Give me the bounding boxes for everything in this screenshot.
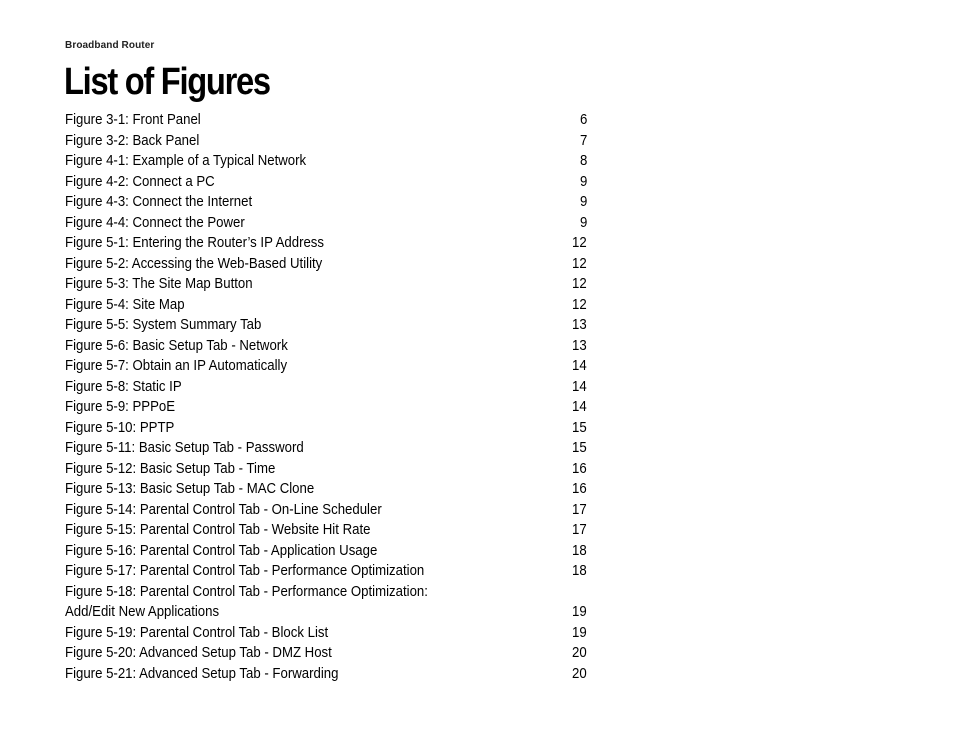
- figure-entry[interactable]: [65, 315, 587, 336]
- figure-entry-label: Figure 5-16: Parental Control Tab - Application Usage: [65, 541, 378, 559]
- figure-entry-page-number: 16: [572, 480, 587, 497]
- figure-entry-label: Figure 5-21: Advanced Setup Tab - Forwarding: [65, 664, 339, 682]
- figure-entry[interactable]: [65, 172, 587, 193]
- figure-entry-page-number: 12: [572, 295, 587, 313]
- figure-entry[interactable]: [65, 213, 587, 234]
- figure-entry-label: Figure 4-4: Connect the Power: [65, 213, 245, 231]
- figure-entry[interactable]: [65, 131, 587, 152]
- figure-entry[interactable]: [65, 520, 587, 541]
- figure-entry-label: Figure 5-12: Basic Setup Tab - Time: [65, 459, 276, 477]
- figure-entry-label: Figure 5-5: System Summary Tab: [65, 316, 262, 333]
- figure-entry-label: Figure 5-4: Site Map: [65, 295, 185, 313]
- figure-entry-page-number: 7: [579, 131, 587, 149]
- figure-entry-page-number: 14: [572, 398, 587, 415]
- figure-entry-page-number: 19: [572, 603, 587, 620]
- figure-entry-page-number: 12: [572, 275, 587, 292]
- figure-entry-label: Figure 5-15: Parental Control Tab - Website Hit Rate: [65, 521, 371, 538]
- figure-entry[interactable]: [65, 192, 587, 213]
- figure-entry-page-number: 9: [579, 193, 587, 210]
- figure-entry-label: Figure 5-18: Parental Control Tab - Performance Optimization:: [65, 582, 428, 600]
- figure-entry[interactable]: [65, 438, 587, 459]
- figure-entry-page-number: 9: [579, 172, 587, 190]
- figure-entry[interactable]: [65, 377, 587, 398]
- figure-entry-page-number: 18: [572, 541, 587, 559]
- figure-entry-page-number: 16: [572, 459, 587, 477]
- figure-entry[interactable]: [65, 459, 587, 480]
- figure-entry-page-number: 20: [572, 664, 587, 682]
- figure-entry-label: Figure 5-7: Obtain an IP Automatically: [65, 357, 288, 374]
- figure-entry[interactable]: [65, 500, 587, 521]
- figure-entry-page-number: 14: [572, 357, 587, 374]
- figure-entry-page-number: 17: [572, 500, 587, 518]
- figure-entry[interactable]: [65, 356, 587, 377]
- figure-entry-label: Add/Edit New Applications: [65, 603, 220, 620]
- figure-entry-page-number: 19: [572, 623, 587, 641]
- figure-entry[interactable]: [65, 418, 587, 439]
- figure-entry-label: Figure 5-8: Static IP: [65, 377, 182, 395]
- figure-entry-page-number: 15: [572, 439, 587, 456]
- figure-entry-label: Figure 5-1: Entering the Router’s IP Address: [65, 234, 325, 251]
- figure-entry-page-number: 8: [579, 152, 587, 169]
- figure-entry[interactable]: [65, 561, 587, 582]
- figure-entry[interactable]: [65, 254, 587, 275]
- figure-entry[interactable]: [65, 541, 587, 562]
- figure-entry[interactable]: [65, 643, 587, 664]
- figure-entry-label: Figure 4-2: Connect a PC: [65, 172, 215, 190]
- figure-entry-label: Figure 5-20: Advanced Setup Tab - DMZ Host: [65, 644, 332, 661]
- figure-entry-label: Figure 5-9: PPPoE: [65, 398, 176, 415]
- figure-entry[interactable]: [65, 602, 587, 623]
- figure-entry-label: Figure 5-14: Parental Control Tab - On-Line Scheduler: [65, 500, 382, 518]
- figure-entry-page-number: 13: [572, 336, 587, 354]
- figure-entry-page-number: 12: [572, 234, 587, 251]
- figure-entry[interactable]: [65, 623, 587, 644]
- figure-entry-label: Figure 3-2: Back Panel: [65, 131, 200, 149]
- figure-entry-label: Figure 5-19: Parental Control Tab - Block List: [65, 623, 329, 641]
- figure-entry-page-number: 18: [572, 562, 587, 579]
- figure-entry[interactable]: [65, 397, 587, 418]
- running-header: Broadband Router: [65, 40, 155, 51]
- figure-entry[interactable]: [65, 151, 587, 172]
- figure-entry[interactable]: [65, 295, 587, 316]
- figure-entry-page-number: 9: [579, 213, 587, 231]
- figure-entry-label: Figure 5-17: Parental Control Tab - Performance Optimization: [65, 562, 425, 579]
- figure-entry-label: Figure 5-2: Accessing the Web-Based Utility: [65, 254, 323, 272]
- figure-entry[interactable]: [65, 110, 587, 131]
- figure-entry-page-number: 14: [572, 377, 587, 395]
- figure-entry-label: Figure 5-6: Basic Setup Tab - Network: [65, 336, 288, 354]
- figure-entry[interactable]: [65, 582, 587, 603]
- figure-entry-page-number: 12: [572, 254, 587, 272]
- figure-entry-page-number: 6: [579, 111, 587, 128]
- figure-entry-label: Figure 5-11: Basic Setup Tab - Password: [65, 439, 304, 456]
- figure-entry[interactable]: [65, 336, 587, 357]
- figure-entry-label: Figure 5-10: PPTP: [65, 418, 175, 436]
- figure-entry[interactable]: [65, 274, 587, 295]
- figure-entry-label: Figure 5-13: Basic Setup Tab - MAC Clone: [65, 480, 315, 497]
- figure-entry[interactable]: [65, 664, 587, 685]
- figure-entry-label: Figure 3-1: Front Panel: [65, 111, 201, 128]
- figure-entry-label: Figure 4-3: Connect the Internet: [65, 193, 253, 210]
- figure-entry[interactable]: [65, 233, 587, 254]
- figure-list: [65, 110, 587, 684]
- figure-entry-page-number: 20: [572, 644, 587, 661]
- figure-entry-label: Figure 4-1: Example of a Typical Network: [65, 152, 307, 169]
- figure-entry-page-number: 17: [572, 521, 587, 538]
- figure-entry[interactable]: [65, 479, 587, 500]
- figure-entry-page-number: 13: [572, 316, 587, 333]
- page-title: List of Figures: [64, 61, 270, 103]
- figure-entry-page-number: 15: [572, 418, 587, 436]
- figure-entry-label: Figure 5-3: The Site Map Button: [65, 275, 253, 292]
